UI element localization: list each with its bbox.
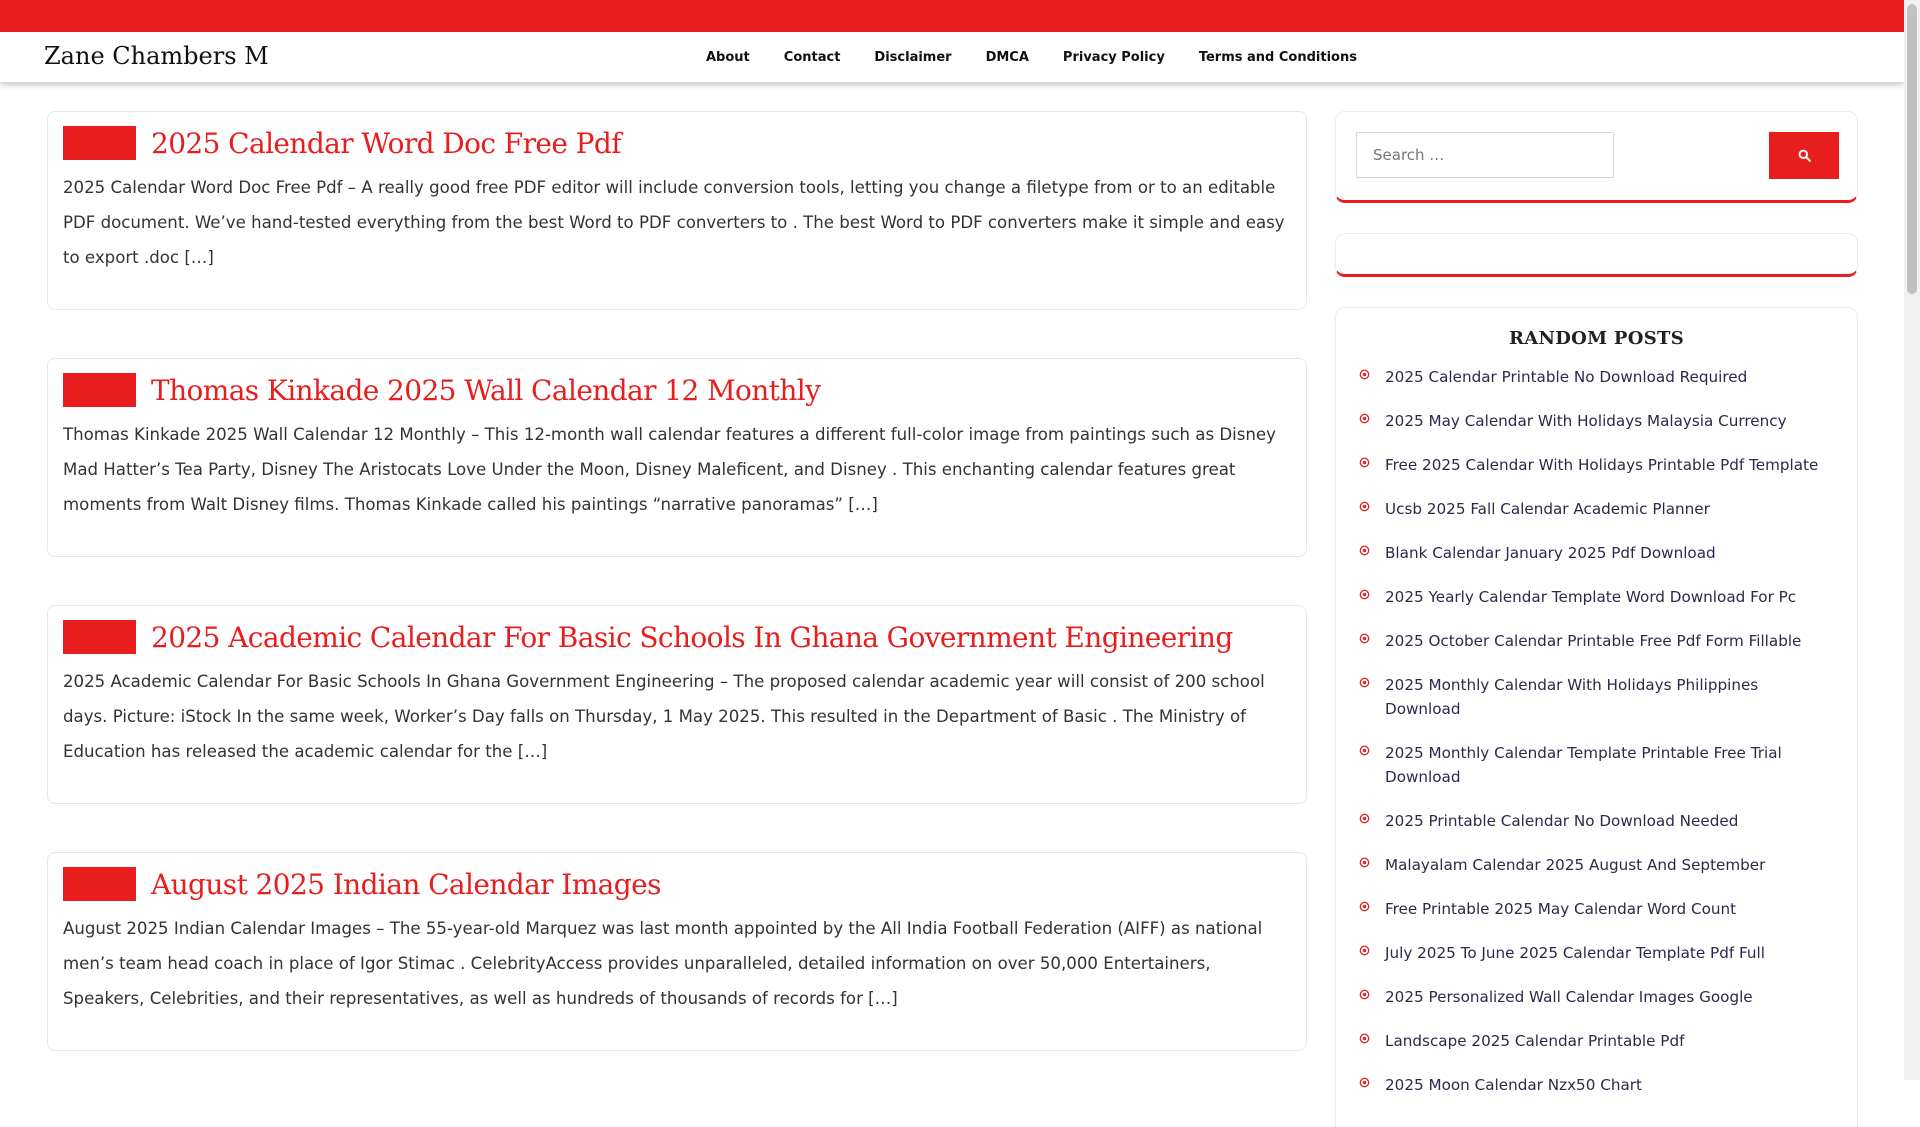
random-post-item: [1356, 809, 1837, 833]
random-post-link[interactable]: July 2025 To June 2025 Calendar Template Pdf Full: [1385, 944, 1766, 962]
random-post-item: [1356, 1029, 1837, 1053]
random-post-link[interactable]: 2025 Moon Calendar Nzx50 Chart: [1385, 1076, 1642, 1094]
post-card: [47, 605, 1307, 804]
circle-dot-icon: [1359, 745, 1370, 756]
random-post-item: [1356, 897, 1837, 921]
post-header: [63, 618, 1291, 656]
circle-dot-icon: [1359, 989, 1370, 1000]
main-nav: [706, 32, 1391, 82]
post-excerpt: August 2025 Indian Calendar Images – The 55-year-old Marquez was last month appointed by the All India Football Federation (AIFF) as national men’s team head coach in place of Igor Stimac . CelebrityAccess provides unparalleled, detailed information on over 50,000 Entertainers, Speakers, Celebrities, and their representatives, as well as hundreds of thousands of records for […]: [63, 919, 1263, 1008]
random-post-item: [1356, 985, 1837, 1009]
random-post-link[interactable]: Ucsb 2025 Fall Calendar Academic Planner: [1385, 500, 1710, 518]
random-post-link[interactable]: 2025 Yearly Calendar Template Word Download For Pc: [1385, 588, 1797, 606]
random-post-item: [1356, 629, 1837, 653]
top-accent-bar: [0, 0, 1904, 32]
random-post-link[interactable]: 2025 May Calendar With Holidays Malaysia Currency: [1385, 412, 1787, 430]
post-title[interactable]: Thomas Kinkade 2025 Wall Calendar 12 Monthly: [151, 373, 821, 407]
empty-widget: [1335, 233, 1858, 277]
category-tag[interactable]: [63, 126, 136, 160]
random-post-link[interactable]: 2025 Calendar Printable No Download Required: [1385, 368, 1748, 386]
post-list-main: [47, 111, 1307, 1099]
nav-link-privacy-policy[interactable]: Privacy Policy: [1062, 49, 1165, 65]
random-post-item: [1356, 497, 1837, 521]
random-post-link[interactable]: 2025 Monthly Calendar With Holidays Philippines Download: [1385, 676, 1759, 718]
nav-link-disclaimer[interactable]: Disclaimer: [874, 49, 952, 65]
random-post-item: [1356, 541, 1837, 565]
search-icon: [1798, 149, 1811, 162]
circle-dot-icon: [1359, 813, 1370, 824]
random-post-item: [1356, 941, 1837, 965]
circle-dot-icon: [1359, 457, 1370, 468]
category-tag[interactable]: [63, 620, 136, 654]
random-post-item: [1356, 585, 1837, 609]
nav-link-contact[interactable]: Contact: [783, 49, 841, 65]
nav-link-dmca[interactable]: DMCA: [985, 49, 1029, 65]
post-title[interactable]: 2025 Calendar Word Doc Free Pdf: [151, 126, 621, 160]
search-widget: [1335, 111, 1858, 203]
random-post-item: [1356, 365, 1837, 389]
post-header: [63, 371, 1291, 409]
nav-link-about[interactable]: About: [706, 49, 750, 65]
random-post-link[interactable]: 2025 Printable Calendar No Download Needed: [1385, 812, 1739, 830]
page-scrollbar[interactable]: [1904, 0, 1920, 1080]
site-header: [0, 32, 1904, 82]
post-card: [47, 852, 1307, 1051]
post-excerpt: 2025 Academic Calendar For Basic Schools In Ghana Government Engineering – The proposed calendar academic year will consist of 200 school days. Picture: iStock In the same week, Worker’s Day falls on Thursday, 1 May 2025. This resulted in the Department of Basic . The Ministry of Education has released the academic calendar for the […]: [63, 672, 1265, 761]
circle-dot-icon: [1359, 1033, 1370, 1044]
random-post-link[interactable]: 2025 Monthly Calendar Template Printable Free Trial Download: [1385, 744, 1782, 786]
site-title[interactable]: Zane Chambers M: [44, 42, 269, 70]
random-post-item: [1356, 409, 1837, 433]
post-header: [63, 865, 1291, 903]
random-posts-widget: [1335, 307, 1858, 1127]
post-excerpt: 2025 Calendar Word Doc Free Pdf – A really good free PDF editor will include conversion tools, letting you change a filetype from or to an editable PDF document. We’ve hand-tested everything from the best Word to PDF converters to . The best Word to PDF converters make it simple and easy to export .doc […]: [63, 178, 1285, 267]
scrollbar-thumb[interactable]: [1907, 4, 1917, 294]
random-post-item: [1356, 853, 1837, 877]
post-title[interactable]: 2025 Academic Calendar For Basic Schools In Ghana Government Engineering: [151, 620, 1233, 654]
circle-dot-icon: [1359, 501, 1370, 512]
random-post-item: [1356, 741, 1837, 789]
random-post-item: [1356, 453, 1837, 477]
circle-dot-icon: [1359, 545, 1370, 556]
post-title[interactable]: August 2025 Indian Calendar Images: [151, 867, 661, 901]
circle-dot-icon: [1359, 677, 1370, 688]
circle-dot-icon: [1359, 589, 1370, 600]
random-post-item: [1356, 673, 1837, 721]
random-post-link[interactable]: Landscape 2025 Calendar Printable Pdf: [1385, 1032, 1685, 1050]
random-post-link[interactable]: 2025 October Calendar Printable Free Pdf Form Fillable: [1385, 632, 1802, 650]
random-post-link[interactable]: Malayalam Calendar 2025 August And September: [1385, 856, 1766, 874]
circle-dot-icon: [1359, 901, 1370, 912]
post-header: [63, 124, 1291, 162]
post-card: [47, 358, 1307, 557]
sidebar: [1335, 111, 1858, 1127]
random-posts-list: [1336, 365, 1857, 1097]
random-post-link[interactable]: Free 2025 Calendar With Holidays Printable Pdf Template: [1385, 456, 1819, 474]
circle-dot-icon: [1359, 413, 1370, 424]
random-post-link[interactable]: Blank Calendar January 2025 Pdf Download: [1385, 544, 1716, 562]
circle-dot-icon: [1359, 857, 1370, 868]
nav-link-terms[interactable]: Terms and Conditions: [1198, 49, 1357, 65]
category-tag[interactable]: [63, 867, 136, 901]
random-post-item: [1356, 1073, 1837, 1097]
category-tag[interactable]: [63, 373, 136, 407]
post-excerpt: Thomas Kinkade 2025 Wall Calendar 12 Monthly – This 12-month wall calendar features a different full-color image from paintings such as Disney Mad Hatter’s Tea Party, Disney The Aristocats Love Under the Moon, Disney Maleficent, and Disney . This enchanting calendar features great moments from Walt Disney films. Thomas Kinkade called his paintings “narrative panoramas” […]: [63, 425, 1276, 514]
post-card: [47, 111, 1307, 310]
search-button[interactable]: [1769, 132, 1839, 179]
circle-dot-icon: [1359, 633, 1370, 644]
widget-title: RANDOM POSTS: [1508, 328, 1685, 349]
random-post-link[interactable]: 2025 Personalized Wall Calendar Images Google: [1385, 988, 1753, 1006]
circle-dot-icon: [1359, 945, 1370, 956]
circle-dot-icon: [1359, 369, 1370, 380]
circle-dot-icon: [1359, 1077, 1370, 1088]
search-input[interactable]: [1356, 132, 1614, 178]
random-post-link[interactable]: Free Printable 2025 May Calendar Word Count: [1385, 900, 1737, 918]
